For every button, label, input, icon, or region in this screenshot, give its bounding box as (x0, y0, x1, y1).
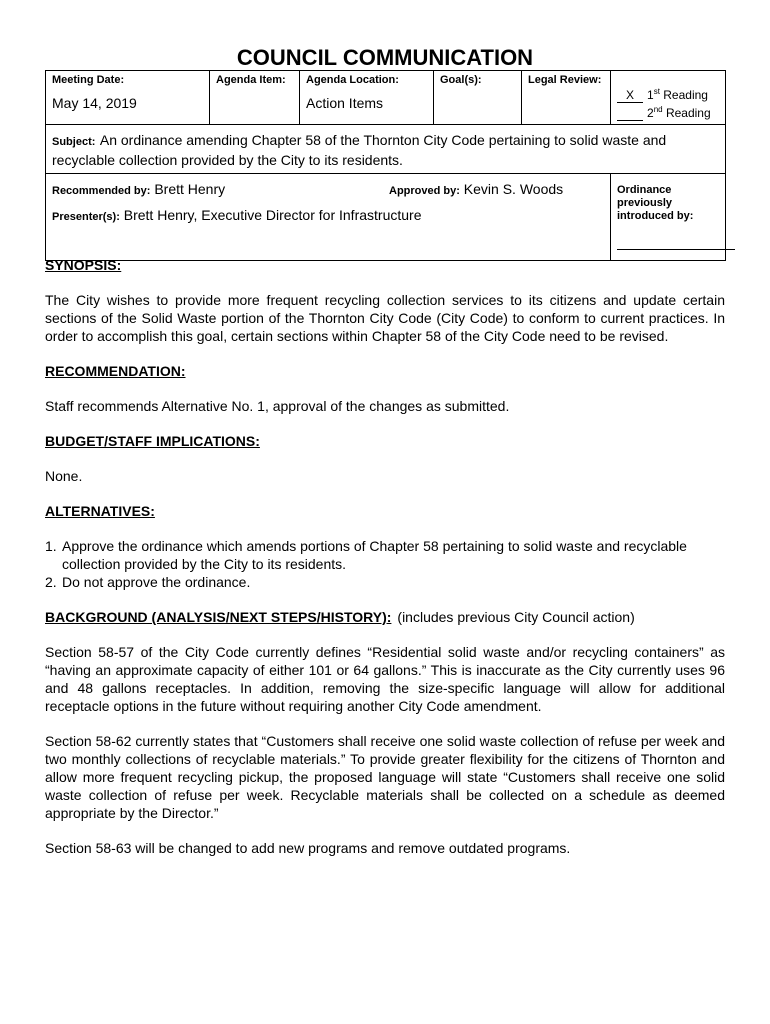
document-title: COUNCIL COMMUNICATION (236, 45, 534, 70)
ordinance-prev-label: Ordinance previously introduced by: (617, 184, 694, 222)
meeting-date-cell (46, 71, 210, 125)
agenda-item-cell (210, 71, 300, 125)
first-reading: X 1st Reading (617, 85, 719, 103)
legal-review-label: Legal Review: (528, 74, 602, 86)
subject-text: An ordinance amending Chapter 58 of the Thornton City Code pertaining to solid waste and recyclable collection provided by the City to its residents. (52, 132, 667, 168)
recommendation-text: Staff recommends Alternative No. 1, approval of the changes as submitted. (45, 398, 510, 414)
header-table (45, 70, 726, 261)
agenda-location-label: Agenda Location: (306, 74, 399, 86)
presenters-value: Brett Henry, Executive Director for Infrastructure (123, 207, 422, 223)
recommendation-heading: RECOMMENDATION: (45, 363, 186, 379)
alternatives-heading: ALTERNATIVES: (45, 503, 155, 519)
goals-cell (434, 71, 522, 125)
background-heading: BACKGROUND (ANALYSIS/NEXT STEPS/HISTORY): (includes previous City Council action) (45, 609, 635, 625)
background-paragraph: Section 58-63 will be changed to add new programs and remove outdated programs. (45, 840, 571, 856)
recommended-cell (46, 174, 611, 261)
budget-heading: BUDGET/STAFF IMPLICATIONS: (45, 433, 260, 449)
agenda-item-label: Agenda Item: (216, 74, 286, 86)
recommended-by-value: Brett Henry (154, 181, 226, 197)
second-reading-mark (617, 106, 643, 121)
background-paragraph: Section 58-62 currently states that “Customers shall receive one solid waste collection of refuse per week and two monthly collections of recyclable materials.” To provide greater flexibility for the citizens of Thornton and allow more frequent recycling pickup, the proposed language will state “Customers shall receive one solid waste collection of refuse per week. Recyclable materials shall be collected on a schedule as deemed appropriate by the Director.” (45, 733, 725, 821)
synopsis-heading: SYNOPSIS: (45, 257, 122, 273)
ordinance-blank-line (617, 249, 735, 250)
meeting-date-value: May 14, 2019 (52, 95, 137, 111)
alternatives-list (45, 537, 725, 591)
agenda-location-value: Action Items (306, 95, 384, 111)
ordinance-cell (611, 174, 726, 261)
first-reading-mark: X (617, 88, 643, 103)
meeting-date-label: Meeting Date: (52, 74, 125, 86)
subject-label: Subject: (52, 136, 96, 148)
budget-text: None. (45, 468, 83, 484)
agenda-location-cell (300, 71, 434, 125)
recommended-by-label: Recommended by: (52, 185, 151, 197)
document-body (45, 256, 725, 874)
reading-cell (611, 71, 726, 125)
presenters-label: Presenter(s): (52, 211, 120, 223)
background-paragraph: Section 58-57 of the City Code currently defines “Residential solid waste and/or recycling containers” as “having an approximate capacity of either 101 or 64 gallons.” This is inaccurate as the City currently uses 96 and 48 gallons receptacles. In addition, removing the size-specific language will allow for additional receptacle options in the future without requiring another City Code amendment. (45, 644, 725, 714)
approved-by-value: Kevin S. Woods (463, 181, 564, 197)
goals-label: Goal(s): (440, 74, 482, 86)
approved-by-label: Approved by: (389, 185, 460, 197)
background-heading-note: (includes previous City Council action) (397, 609, 635, 625)
second-reading: 2nd Reading (617, 103, 719, 121)
legal-review-cell (522, 71, 611, 125)
list-item: 2. Do not approve the ordinance. (45, 574, 251, 590)
subject-cell (46, 125, 726, 174)
list-item: 1. Approve the ordinance which amends portions of Chapter 58 pertaining to solid waste and recyclable collection provided by the City to its residents. (45, 538, 687, 572)
synopsis-text: The City wishes to provide more frequent recycling collection services to its citizens and update certain sections of the Solid Waste portion of the Thornton City Code (City Code) to conform to current practices. In order to accomplish this goal, certain sections within Chapter 58 of the City Code need to be revised. (45, 292, 725, 344)
